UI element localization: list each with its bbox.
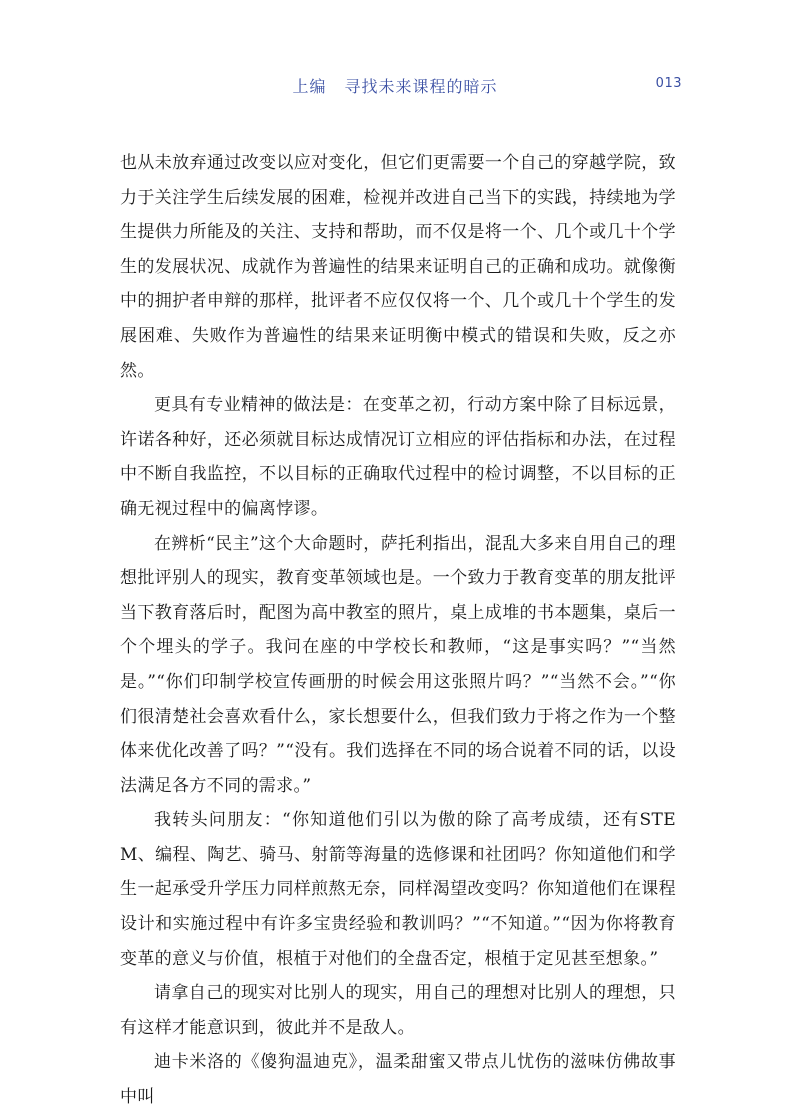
page-number: 013 <box>655 76 682 91</box>
paragraph: 我转头问朋友：“你知道他们引以为傲的除了高考成绩，还有STEM、编程、陶艺、骑马、射箭等海量的选修课和社团吗？你知道他们和学生一起承受升学压力同样煎熬无奈，同样渴望改变吗？你知道他们在课程设计和实施过程中有许多宝贵经验和教训吗？”“不知道。”“因为你将教育变革的意义与价值，根植于对他们的全盘否定，根植于定见甚至想象。” <box>120 810 676 969</box>
page-header <box>0 74 790 102</box>
paragraph-continuation: 也从未放弃通过改变以应对变化，但它们更需要一个自己的穿越学院，致力于关注学生后续发展的困难，检视并改进自己当下的实践，持续地为学生提供力所能及的关注、支持和帮助，而不仅是将一个、几个或几十个学生的发展状况、成就作为普遍性的结果来证明自己的正确和成功。就像衡中的拥护者申辩的那样，批评者不应仅仅将一个、几个或几十个学生的发展困难、失败作为普遍性的结果来证明衡中模式的错误和失败，反之亦然。 <box>120 153 676 381</box>
paragraph: 迪卡米洛的《傻狗温迪克》，温柔甜蜜又带点儿忧伤的滋味仿佛故事中叫 <box>120 1052 676 1108</box>
paragraph: 在辨析“民主”这个大命题时，萨托利指出，混乱大多来自用自己的理想批评别人的现实，教育变革领域也是。一个致力于教育变革的朋友批评当下教育落后时，配图为高中教室的照片，桌上成堆的书本题集，桌后一个个埋头的学子。我问在座的中学校长和教师，“这是事实吗？”“当然是。”“你们印制学校宣传画册的时候会用这张照片吗？”“当然不会。”“你们很清楚社会喜欢看什么，家长想要什么，但我们致力于将之作为一个整体来优化改善了吗？”“没有。我们选择在不同的场合说着不同的话，以设法满足各方不同的需求。” <box>120 533 676 796</box>
header-chapter-title: 寻找未来课程的暗示 <box>344 77 498 96</box>
paragraph: 更具有专业精神的做法是：在变革之初，行动方案中除了目标远景，许诺各种好，还必须就目标达成情况订立相应的评估指标和办法，在过程中不断自我监控，不以目标的正确取代过程中的检讨调整，不以目标的正确无视过程中的偏离悖谬。 <box>120 395 676 519</box>
paragraph: 请拿自己的现实对比别人的现实，用自己的理想对比别人的理想，只有这样才能意识到，彼此并不是敌人。 <box>120 983 676 1038</box>
body-text <box>120 146 676 1115</box>
header-part-label: 上编 <box>292 77 327 96</box>
